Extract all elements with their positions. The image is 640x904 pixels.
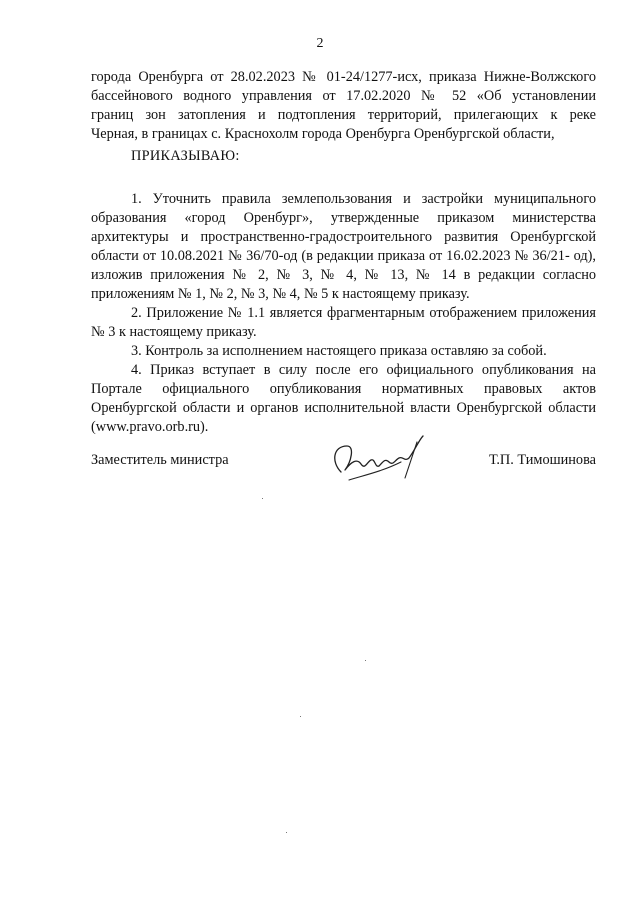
- page-number: 2: [316, 36, 324, 51]
- order-heading: ПРИКАЗЫВАЮ:: [131, 148, 240, 164]
- intro-line: города Оренбурга от 28.02.2023 № 01-24/1277-исх, приказа Нижне-Волжского: [91, 69, 596, 85]
- order-item-1: 1. Уточнить правила землепользования и застройки муниципального образования «город Оренбург», утвержденные приказом министерства архитектуры и пространственно-градостроительного развития Оренбургской области от 10.08.2021 № 36/70-од (в редакции приказа от 16.02.2023 № 36/21- од), изложив приложения № 2, № 3, № 4, № 13, № 14 в редакции согласно приложениям № 1, № 2, № 3, № 4, № 5 к настоящему приказу.: [91, 191, 596, 302]
- order-item-4: 4. Приказ вступает в силу после его официального опубликования на Портале официального опубликования нормативных правовых актов Оренбургской области и органов исполнительной власти Оренбургской области (www.pravo.orb.ru).: [91, 362, 596, 435]
- intro-line: границ зон затопления и подтопления территорий, прилегающих к реке: [91, 107, 596, 123]
- intro-paragraph: [91, 68, 596, 144]
- intro-line: бассейнового водного управления от 17.02.2020 № 52 «Об установлении: [91, 88, 596, 104]
- scan-speck: [262, 498, 263, 499]
- scan-speck: [300, 716, 301, 717]
- handwritten-signature: [321, 432, 431, 494]
- order-item-2: 2. Приложение № 1.1 является фрагментарным отображением приложения № 3 к настоящему приказу.: [91, 305, 596, 340]
- signer-position: Заместитель министра: [91, 452, 229, 468]
- order-item-3: 3. Контроль за исполнением настоящего приказа оставляю за собой.: [131, 343, 547, 359]
- signer-name: Т.П. Тимошинова: [489, 452, 596, 468]
- scan-speck: [286, 832, 287, 833]
- signature-block: [91, 442, 596, 502]
- order-items: [91, 190, 596, 437]
- scan-speck: [365, 660, 366, 661]
- intro-line: Черная, в границах с. Краснохолм города Оренбурга Оренбургской области,: [91, 126, 555, 142]
